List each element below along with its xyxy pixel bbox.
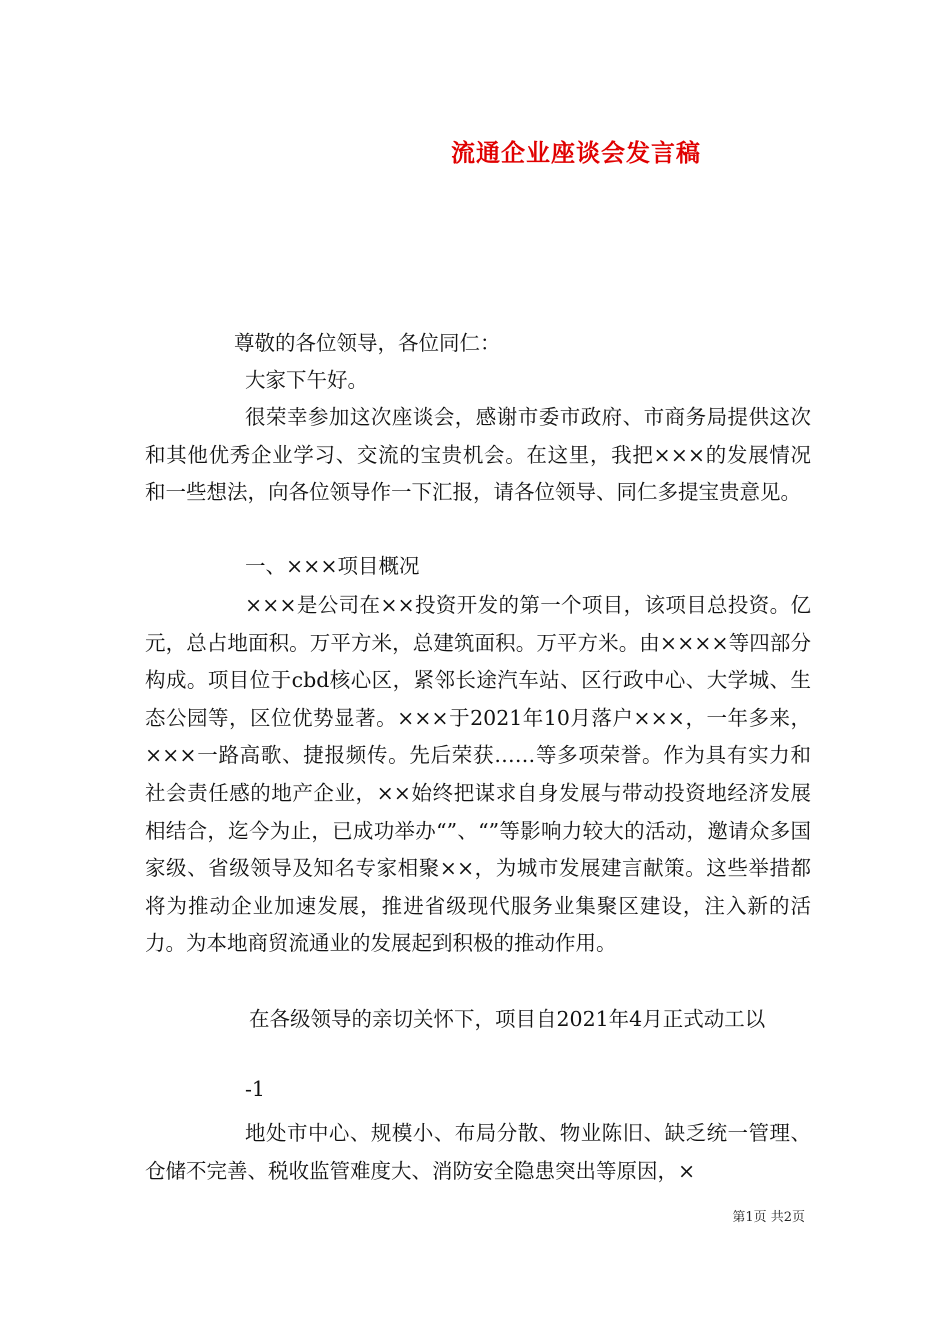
document-title: 流通企业座谈会发言稿: [451, 138, 701, 167]
greeting: 尊敬的各位领导，各位同仁：: [234, 331, 501, 355]
section-heading-1: 一、×××项目概况: [245, 554, 420, 578]
paragraph-issues: 地处市中心、规模小、布局分散、物业陈旧、缺乏统一管理、仓储不完善、税收监管难度大、消防安全隐患突出等原因，×: [145, 1121, 811, 1183]
paragraph-overview: ×××是公司在××投资开发的第一个项目，该项目总投资。亿元，总占地面积。万平方米，总建筑面积。万平方米。由××××等四部分构成。项目位于cbd核心区，紧邻长途汽车站、区行政中心、大学城、生态公园等，区位优势显著。×××于2021年10月落户×××，一年多来，×××一路高歌、捷报频传。先后荣获……等多项荣誉。作为具有实力和社会责任感的地产企业，××始终把谋求自身发展与带动投资地经济发展相结合，迄今为止，已成功举办“”、“”等影响力较大的活动，邀请众多国家级、省级领导及知名专家相聚××，为城市发展建言献策。这些举措都将为推动企业加速发展，推进省级现代服务业集聚区建设，注入新的活力。为本地商贸流通业的发展起到积极的推动作用。: [145, 593, 811, 956]
paragraph-construction: 在各级领导的亲切关怀下，项目自2021年4月正式动工以: [249, 1007, 766, 1031]
page-marker: -1: [245, 1077, 265, 1101]
page-footer: 第1页 共2页: [732, 1210, 805, 1225]
paragraph-intro: 很荣幸参加这次座谈会，感谢市委市政府、市商务局提供这次和其他优秀企业学习、交流的宝贵机会。在这里，我把×××的发展情况和一些想法，向各位领导作一下汇报，请各位领导、同仁多提宝贵意见。: [145, 405, 811, 505]
salutation: 大家下午好。: [245, 368, 368, 392]
